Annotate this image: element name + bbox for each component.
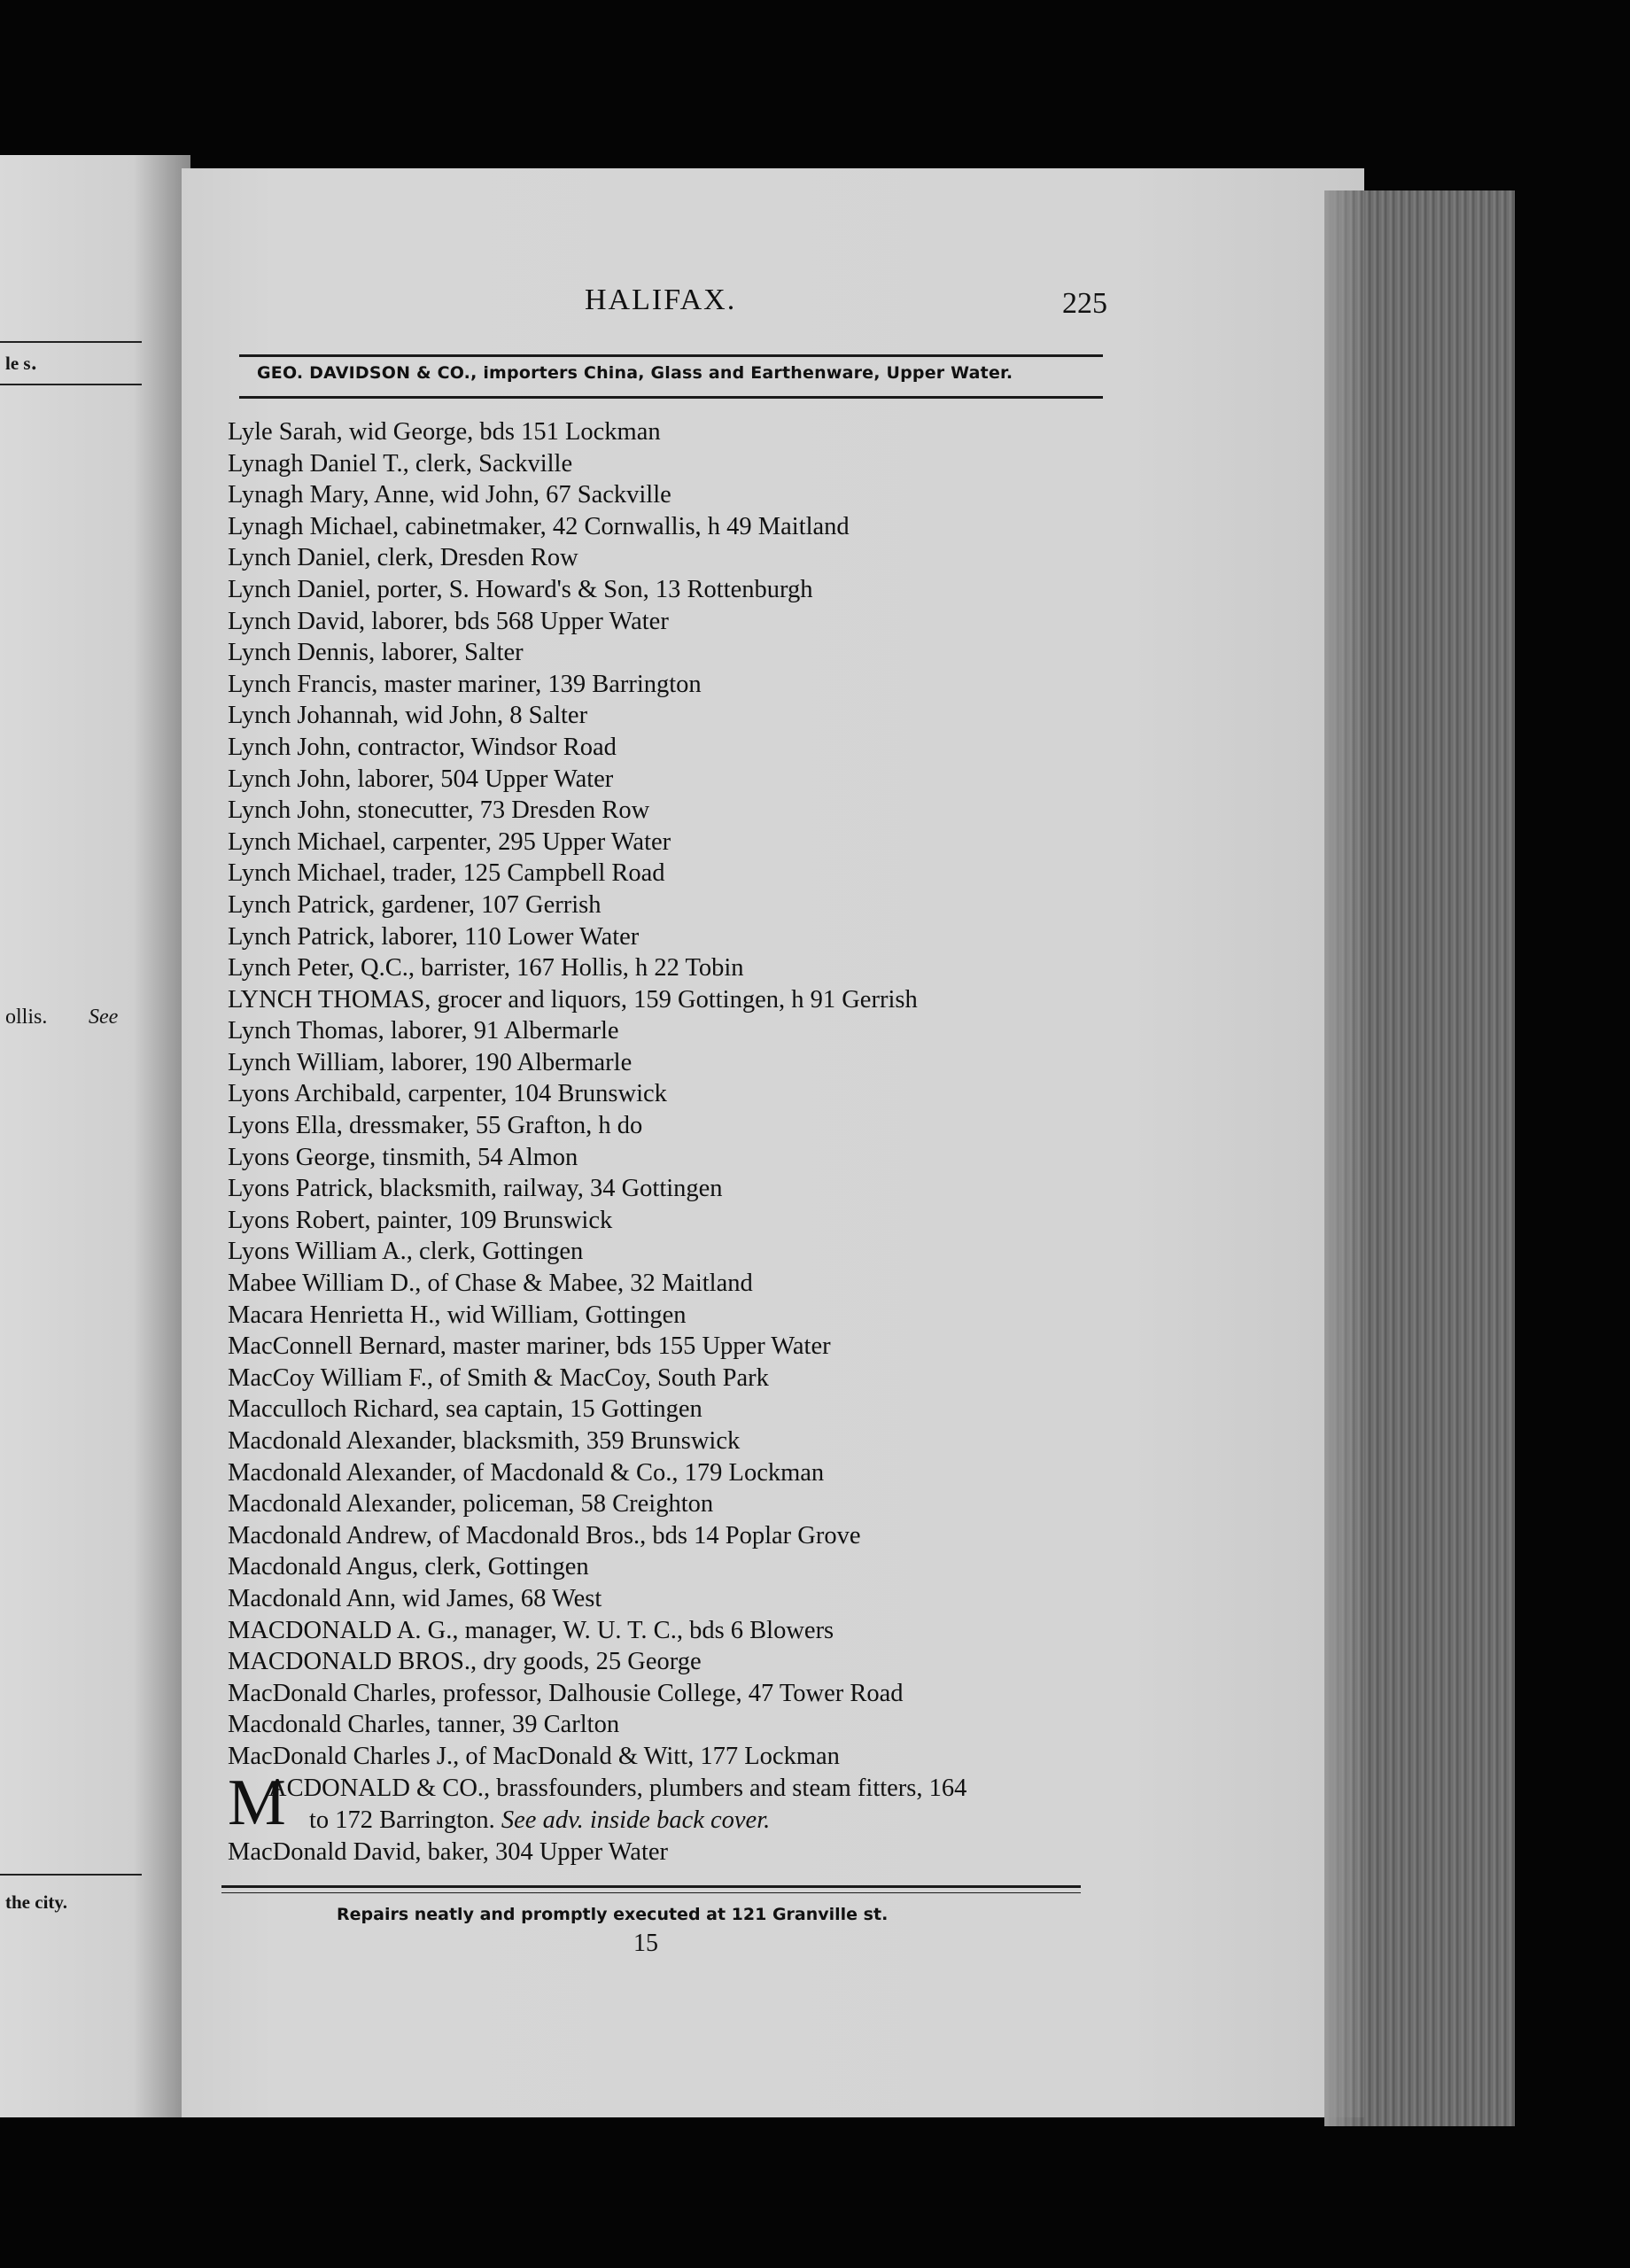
left-page-fragment-mid: ollis. [5,1006,48,1029]
directory-entry: Macdonald Alexander, policeman, 58 Creighton [228,1490,714,1518]
directory-entry: Lynch Johannah, wid John, 8 Salter [228,702,588,730]
directory-entry: Lyons Robert, painter, 109 Brunswick [228,1206,613,1234]
directory-entry: Lynch Patrick, laborer, 110 Lower Water [228,922,640,951]
directory-entry: Lyons Archibald, carpenter, 104 Brunswick [228,1080,667,1108]
directory-entry: Lynagh Michael, cabinetmaker, 42 Cornwallis, h 49 Maitland [228,512,850,540]
directory-entry: Lyons Ella, dressmaker, 55 Grafton, h do [228,1112,643,1140]
left-page-fragment-see: See [89,1006,119,1029]
page-number: 225 [1062,287,1107,320]
directory-entry: Macdonald Andrew, of Macdonald Bros., bds 14 Poplar Grove [228,1521,861,1550]
directory-entry: MACDONALD BROS., dry goods, 25 George [228,1648,702,1676]
directory-entry: Lynch Michael, trader, 125 Campbell Road [228,859,665,888]
entry-list [228,416,1114,1773]
directory-entry: Macdonald Charles, tanner, 39 Carlton [228,1711,620,1739]
last-entry: MacDonald David, baker, 304 Upper Water [228,1837,668,1866]
left-page-fragment-bottom: the city. [5,1891,67,1913]
footer-rule-top [221,1885,1081,1888]
running-head [585,284,1134,328]
directory-entry: Macara Henrietta H., wid William, Gottingen [228,1301,687,1329]
directory-entry: Lynch John, contractor, Windsor Road [228,733,617,761]
directory-entry: Lynch Peter, Q.C., barrister, 167 Hollis, h 22 Tobin [228,954,744,983]
directory-entry: Macdonald Alexander, blacksmith, 359 Brunswick [228,1427,741,1455]
directory-entry: Lyons William A., clerk, Gottingen [228,1238,584,1266]
directory-entry: Macculloch Richard, sea captain, 15 Gottingen [228,1395,702,1424]
feature-line-1: ACDONALD & CO., brassfounders, plumbers and steam fitters, 164 [268,1774,967,1802]
directory-entry: Lynch Daniel, clerk, Dresden Row [228,544,578,572]
directory-entry: Lynch William, laborer, 190 Albermarle [228,1048,633,1076]
feature-line-2 [309,1805,770,1837]
directory-entries [228,416,1114,1868]
left-page-rule-top [0,341,142,343]
signature-mark: 15 [633,1930,658,1957]
left-page-fragment-top: le s․ [5,353,37,374]
bottom-advert: Repairs neatly and promptly executed at 121 Granville st. [337,1905,889,1924]
directory-entry: Lynch David, laborer, bds 568 Upper Water [228,607,669,635]
directory-entry: Lyle Sarah, wid George, bds 151 Lockman [228,418,661,446]
directory-entry: MacConnell Bernard, master mariner, bds 155 Upper Water [228,1332,831,1361]
feature-dropcap: M [228,1766,286,1839]
directory-entry: Macdonald Angus, clerk, Gottingen [228,1553,589,1581]
directory-entry: Lynch John, stonecutter, 73 Dresden Row [228,796,650,825]
header-rule-bottom [239,396,1103,399]
directory-entry: Lynch Michael, carpenter, 295 Upper Water [228,827,671,856]
directory-entry: LYNCH THOMAS, grocer and liquors, 159 Gottingen, h 91 Gerrish [228,985,918,1014]
footer-rule-thin [221,1892,1081,1893]
directory-entry: MACDONALD A. G., manager, W. U. T. C., bds 6 Blowers [228,1616,834,1644]
left-facing-page [0,155,190,2117]
page-edge-shade [1324,190,1360,2126]
directory-entry: Lynagh Mary, Anne, wid John, 67 Sackville [228,481,671,509]
directory-entry: Macdonald Alexander, of Macdonald & Co., 179 Lockman [228,1458,825,1487]
directory-entry: Lyons Patrick, blacksmith, railway, 34 Gottingen [228,1175,723,1203]
top-advert: GEO. DAVIDSON & CO., importers China, Glass and Earthenware, Upper Water. [257,363,1013,383]
directory-entry: Lynch Dennis, laborer, Salter [228,639,524,667]
feature-entry [228,1766,1114,1839]
directory-entry: MacCoy William F., of Smith & MacCoy, South Park [228,1363,769,1392]
feature-line-2-italic: See adv. inside back cover. [501,1806,771,1834]
directory-entry: Macdonald Ann, wid James, 68 West [228,1584,602,1612]
directory-entry: Lynch Patrick, gardener, 107 Gerrish [228,890,602,919]
directory-entry: Lyons George, tinsmith, 54 Almon [228,1143,578,1171]
directory-entry: Lynagh Daniel T., clerk, Sackville [228,449,573,478]
directory-entry: Lynch Thomas, laborer, 91 Albermarle [228,1017,619,1045]
left-page-rule-bottom [0,1874,142,1876]
directory-entry: Lynch Francis, master mariner, 139 Barrington [228,670,702,698]
directory-entry: MacDonald Charles J., of MacDonald & Witt, 177 Lockman [228,1742,840,1770]
directory-entry: Lynch Daniel, porter, S. Howard's & Son, 13 Rottenburgh [228,575,813,603]
directory-entry: MacDonald Charles, professor, Dalhousie College, 47 Tower Road [228,1679,904,1707]
feature-line-2-plain: to 172 Barrington. [309,1806,495,1834]
directory-entry: Mabee William D., of Chase & Mabee, 32 Maitland [228,1270,753,1298]
running-title: HALIFAX. [585,284,737,316]
left-page-rule-second [0,384,142,385]
header-rule-top [239,354,1103,357]
directory-entry: Lynch John, laborer, 504 Upper Water [228,765,614,793]
